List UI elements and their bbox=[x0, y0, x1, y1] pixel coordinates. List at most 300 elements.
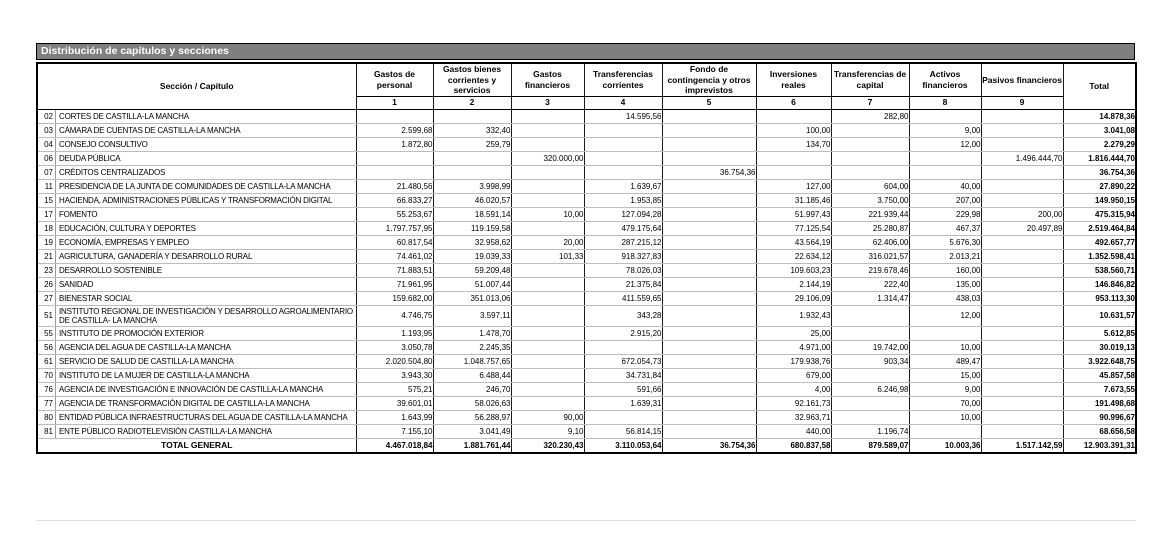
table-row bbox=[37, 410, 1136, 424]
section-cell bbox=[37, 368, 356, 382]
cell-value-col8: 12,00 bbox=[909, 137, 981, 151]
row-total: 2.279,29 bbox=[1063, 137, 1136, 151]
section-cell bbox=[37, 424, 356, 438]
cell-value-col1: 3.050,78 bbox=[356, 340, 433, 354]
col-number-7: 7 bbox=[831, 96, 909, 109]
col-header-1: Gastos de personal bbox=[356, 63, 433, 96]
budget-table bbox=[36, 62, 1137, 454]
total-general-label: TOTAL GENERAL bbox=[37, 438, 356, 453]
section-flex bbox=[38, 411, 356, 424]
cell-value-col6: 31.185,46 bbox=[756, 193, 831, 207]
cell-value-col9: 20.497,89 bbox=[981, 221, 1063, 235]
cell-value-col9 bbox=[981, 179, 1063, 193]
cell-value-col6: 77.125,54 bbox=[756, 221, 831, 235]
cell-value-col1: 159.682,00 bbox=[356, 291, 433, 305]
table-row bbox=[37, 340, 1136, 354]
cell-value-col3 bbox=[511, 354, 584, 368]
cell-value-col8: 135,00 bbox=[909, 277, 981, 291]
row-total: 30.019,13 bbox=[1063, 340, 1136, 354]
col-number-6: 6 bbox=[756, 96, 831, 109]
cell-value-col6: 109.603,23 bbox=[756, 263, 831, 277]
cell-value-col5 bbox=[662, 291, 756, 305]
total-value-col9: 1.517.142,59 bbox=[981, 438, 1063, 453]
cell-value-col6: 92.161,73 bbox=[756, 396, 831, 410]
cell-value-col5 bbox=[662, 123, 756, 137]
row-label: AGRICULTURA, GANADERÍA Y DESARROLLO RURAL bbox=[59, 251, 253, 261]
section-flex bbox=[38, 264, 356, 277]
row-label: ECONOMÍA, EMPRESAS Y EMPLEO bbox=[59, 237, 189, 247]
cell-value-col3 bbox=[511, 277, 584, 291]
row-total: 27.890,22 bbox=[1063, 179, 1136, 193]
row-total: 475.315,94 bbox=[1063, 207, 1136, 221]
cell-value-col7 bbox=[831, 396, 909, 410]
section-cell bbox=[37, 235, 356, 249]
cell-value-col2: 58.026,63 bbox=[433, 396, 511, 410]
cell-value-col8: 9,00 bbox=[909, 382, 981, 396]
cell-value-col9 bbox=[981, 305, 1063, 326]
section-cell bbox=[37, 165, 356, 179]
col-header-6: Inversiones reales bbox=[756, 63, 831, 96]
row-code: 23 bbox=[38, 264, 56, 277]
row-label: AGENCIA DE TRANSFORMACIÓN DIGITAL DE CASTILLA-LA MANCHA bbox=[59, 398, 310, 408]
row-code: 26 bbox=[38, 278, 56, 291]
cell-value-col6: 22.634,12 bbox=[756, 249, 831, 263]
cell-value-col1 bbox=[356, 151, 433, 165]
cell-value-col3 bbox=[511, 179, 584, 193]
cell-value-col1 bbox=[356, 109, 433, 123]
cell-value-col5 bbox=[662, 207, 756, 221]
cell-value-col2: 46.020,57 bbox=[433, 193, 511, 207]
section-cell bbox=[37, 410, 356, 424]
row-label: INSTITUTO DE PROMOCIÓN EXTERIOR bbox=[59, 328, 204, 338]
section-cell bbox=[37, 354, 356, 368]
cell-value-col1 bbox=[356, 165, 433, 179]
row-code: 76 bbox=[38, 383, 56, 396]
row-total: 36.754,36 bbox=[1063, 165, 1136, 179]
section-flex bbox=[38, 355, 356, 368]
table-row bbox=[37, 109, 1136, 123]
row-label: PRESIDENCIA DE LA JUNTA DE COMUNIDADES DE CASTILLA-LA MANCHA bbox=[59, 181, 331, 191]
section-flex bbox=[38, 306, 356, 326]
cell-value-col2: 3.597,11 bbox=[433, 305, 511, 326]
cell-value-col4: 34.731,84 bbox=[584, 368, 662, 382]
cell-value-col9 bbox=[981, 235, 1063, 249]
cell-value-col8: 467,37 bbox=[909, 221, 981, 235]
cell-value-col6: 179.938,76 bbox=[756, 354, 831, 368]
row-code: 27 bbox=[38, 292, 56, 305]
section-flex bbox=[38, 180, 356, 193]
cell-value-col3 bbox=[511, 305, 584, 326]
section-flex bbox=[38, 425, 356, 438]
table-row bbox=[37, 193, 1136, 207]
col-header-3: Gastos financieros bbox=[511, 63, 584, 96]
cell-value-col7 bbox=[831, 410, 909, 424]
row-label: CRÉDITOS CENTRALIZADOS bbox=[59, 167, 166, 177]
cell-value-col5 bbox=[662, 396, 756, 410]
cell-value-col3 bbox=[511, 326, 584, 340]
cell-value-col6: 2.144,19 bbox=[756, 277, 831, 291]
cell-value-col5 bbox=[662, 424, 756, 438]
cell-value-col8: 5.676,30 bbox=[909, 235, 981, 249]
cell-value-col4 bbox=[584, 123, 662, 137]
cell-value-col8: 10,00 bbox=[909, 410, 981, 424]
table-body bbox=[37, 109, 1136, 453]
cell-value-col4: 14.595,56 bbox=[584, 109, 662, 123]
cell-value-col1: 2.599,68 bbox=[356, 123, 433, 137]
cell-value-col2: 59.209,48 bbox=[433, 263, 511, 277]
row-label: FOMENTO bbox=[59, 209, 98, 219]
cell-value-col5 bbox=[662, 137, 756, 151]
cell-value-col9 bbox=[981, 123, 1063, 137]
cell-value-col4: 287.215,12 bbox=[584, 235, 662, 249]
cell-value-col2 bbox=[433, 109, 511, 123]
cell-value-col2: 32.958,62 bbox=[433, 235, 511, 249]
cell-value-col6: 51.997,43 bbox=[756, 207, 831, 221]
cell-value-col2: 18.591,14 bbox=[433, 207, 511, 221]
cell-value-col7: 1.196,74 bbox=[831, 424, 909, 438]
section-cell bbox=[37, 151, 356, 165]
row-label: SANIDAD bbox=[59, 279, 94, 289]
section-cell bbox=[37, 396, 356, 410]
cell-value-col6: 25,00 bbox=[756, 326, 831, 340]
cell-value-col7: 604,00 bbox=[831, 179, 909, 193]
total-value-col1: 4.467.018,84 bbox=[356, 438, 433, 453]
section-flex bbox=[38, 250, 356, 263]
row-total: 492.657,77 bbox=[1063, 235, 1136, 249]
row-label: SERVICIO DE SALUD DE CASTILLA-LA MANCHA bbox=[59, 356, 234, 366]
row-total: 45.857,58 bbox=[1063, 368, 1136, 382]
row-label: DESARROLLO SOSTENIBLE bbox=[59, 265, 162, 275]
cell-value-col8: 489,47 bbox=[909, 354, 981, 368]
cell-value-col1: 74.461,02 bbox=[356, 249, 433, 263]
table-row bbox=[37, 235, 1136, 249]
cell-value-col8 bbox=[909, 151, 981, 165]
section-cell bbox=[37, 291, 356, 305]
cell-value-col1: 1.193,95 bbox=[356, 326, 433, 340]
cell-value-col5 bbox=[662, 277, 756, 291]
cell-value-col3 bbox=[511, 340, 584, 354]
cell-value-col2: 351.013,06 bbox=[433, 291, 511, 305]
section-cell bbox=[37, 137, 356, 151]
cell-value-col8: 2.013,21 bbox=[909, 249, 981, 263]
row-total: 7.673,55 bbox=[1063, 382, 1136, 396]
cell-value-col6: 32.963,71 bbox=[756, 410, 831, 424]
cell-value-col3 bbox=[511, 123, 584, 137]
row-label: ENTE PÚBLICO RADIOTELEVISIÓN CASTILLA-LA MANCHA bbox=[59, 426, 272, 436]
row-total: 3.041,08 bbox=[1063, 123, 1136, 137]
cell-value-col7: 1.314,47 bbox=[831, 291, 909, 305]
row-code: 11 bbox=[38, 180, 56, 193]
col-number-4: 4 bbox=[584, 96, 662, 109]
cell-value-col2: 119.159,58 bbox=[433, 221, 511, 235]
section-cell bbox=[37, 207, 356, 221]
table-row bbox=[37, 291, 1136, 305]
section-cell bbox=[37, 340, 356, 354]
row-code: 81 bbox=[38, 425, 56, 438]
cell-value-col6: 440,00 bbox=[756, 424, 831, 438]
table-row bbox=[37, 207, 1136, 221]
cell-value-col7: 221.939,44 bbox=[831, 207, 909, 221]
section-flex bbox=[38, 341, 356, 354]
section-cell bbox=[37, 179, 356, 193]
cell-value-col9 bbox=[981, 326, 1063, 340]
row-code: 70 bbox=[38, 369, 56, 382]
header-row-names bbox=[37, 63, 1136, 96]
row-code: 15 bbox=[38, 194, 56, 207]
cell-value-col4 bbox=[584, 137, 662, 151]
cell-value-col5: 36.754,36 bbox=[662, 165, 756, 179]
table-row bbox=[37, 382, 1136, 396]
cell-value-col7 bbox=[831, 326, 909, 340]
cell-value-col3: 9,10 bbox=[511, 424, 584, 438]
total-value-col5: 36.754,36 bbox=[662, 438, 756, 453]
section-flex bbox=[38, 222, 356, 235]
row-label: HACIENDA, ADMINISTRACIONES PÚBLICAS Y TRANSFORMACIÓN DIGITAL bbox=[59, 195, 333, 205]
table-row bbox=[37, 263, 1136, 277]
cell-value-col3 bbox=[511, 382, 584, 396]
cell-value-col8: 229,98 bbox=[909, 207, 981, 221]
cell-value-col6: 43.564,19 bbox=[756, 235, 831, 249]
row-label: BIENESTAR SOCIAL bbox=[59, 293, 133, 303]
cell-value-col5 bbox=[662, 109, 756, 123]
cell-value-col3 bbox=[511, 396, 584, 410]
cell-value-col1: 2.020.504,80 bbox=[356, 354, 433, 368]
cell-value-col8: 12,00 bbox=[909, 305, 981, 326]
cell-value-col2: 259,79 bbox=[433, 137, 511, 151]
cell-value-col4: 1.639,31 bbox=[584, 396, 662, 410]
col-number-9: 9 bbox=[981, 96, 1063, 109]
section-flex bbox=[38, 236, 356, 249]
cell-value-col9 bbox=[981, 193, 1063, 207]
cell-value-col4: 479.175,64 bbox=[584, 221, 662, 235]
cell-value-col9 bbox=[981, 382, 1063, 396]
table-row bbox=[37, 396, 1136, 410]
cell-value-col6: 100,00 bbox=[756, 123, 831, 137]
cell-value-col9: 1.496.444,70 bbox=[981, 151, 1063, 165]
cell-value-col8: 160,00 bbox=[909, 263, 981, 277]
cell-value-col2: 6.488,44 bbox=[433, 368, 511, 382]
row-code: 51 bbox=[38, 306, 56, 326]
total-column-header: Total bbox=[1063, 63, 1136, 109]
table-row bbox=[37, 179, 1136, 193]
cell-value-col7: 316.021,57 bbox=[831, 249, 909, 263]
cell-value-col9 bbox=[981, 165, 1063, 179]
row-total: 146.846,82 bbox=[1063, 277, 1136, 291]
section-flex bbox=[38, 138, 356, 151]
cell-value-col8 bbox=[909, 165, 981, 179]
row-code: 18 bbox=[38, 222, 56, 235]
row-label: AGENCIA DEL AGUA DE CASTILLA-LA MANCHA bbox=[59, 342, 231, 352]
row-label: INSTITUTO DE LA MUJER DE CASTILLA-LA MANCHA bbox=[59, 370, 250, 380]
section-flex bbox=[38, 278, 356, 291]
page-footer-rule bbox=[36, 520, 1136, 521]
cell-value-col6: 4.971,00 bbox=[756, 340, 831, 354]
row-total: 1.816.444,70 bbox=[1063, 151, 1136, 165]
cell-value-col9 bbox=[981, 249, 1063, 263]
col-header-5: Fondo de contingencia y otros imprevistos bbox=[662, 63, 756, 96]
cell-value-col5 bbox=[662, 354, 756, 368]
section-cell bbox=[37, 305, 356, 326]
section-cell bbox=[37, 263, 356, 277]
cell-value-col6: 29.106,09 bbox=[756, 291, 831, 305]
cell-value-col9 bbox=[981, 137, 1063, 151]
cell-value-col1: 4.746,75 bbox=[356, 305, 433, 326]
section-flex bbox=[38, 152, 356, 165]
cell-value-col9 bbox=[981, 368, 1063, 382]
row-code: 55 bbox=[38, 327, 56, 340]
cell-value-col3: 10,00 bbox=[511, 207, 584, 221]
col-number-5: 5 bbox=[662, 96, 756, 109]
cell-value-col5 bbox=[662, 151, 756, 165]
cell-value-col1: 71.961,95 bbox=[356, 277, 433, 291]
cell-value-col1: 66.833,27 bbox=[356, 193, 433, 207]
row-code: 04 bbox=[38, 138, 56, 151]
row-label: EDUCACIÓN, CULTURA Y DEPORTES bbox=[59, 223, 196, 233]
total-value-col6: 680.837,58 bbox=[756, 438, 831, 453]
cell-value-col2: 246,70 bbox=[433, 382, 511, 396]
cell-value-col2 bbox=[433, 151, 511, 165]
row-total: 14.878,36 bbox=[1063, 109, 1136, 123]
section-flex bbox=[38, 110, 356, 123]
row-code: 06 bbox=[38, 152, 56, 165]
col-number-1: 1 bbox=[356, 96, 433, 109]
cell-value-col2: 51.007,44 bbox=[433, 277, 511, 291]
cell-value-col4: 56.814,15 bbox=[584, 424, 662, 438]
row-label: CONSEJO CONSULTIVO bbox=[59, 139, 148, 149]
cell-value-col5 bbox=[662, 249, 756, 263]
cell-value-col2: 2.245,35 bbox=[433, 340, 511, 354]
table-row bbox=[37, 326, 1136, 340]
cell-value-col8: 9,00 bbox=[909, 123, 981, 137]
cell-value-col7: 25.280,87 bbox=[831, 221, 909, 235]
cell-value-col4: 918.327,83 bbox=[584, 249, 662, 263]
cell-value-col5 bbox=[662, 235, 756, 249]
row-total: 953.113,30 bbox=[1063, 291, 1136, 305]
row-label: DEUDA PÚBLICA bbox=[59, 153, 121, 163]
cell-value-col3 bbox=[511, 193, 584, 207]
row-code: 07 bbox=[38, 166, 56, 179]
table-row bbox=[37, 368, 1136, 382]
section-flex bbox=[38, 327, 356, 340]
cell-value-col4: 343,28 bbox=[584, 305, 662, 326]
cell-value-col7: 219.678,46 bbox=[831, 263, 909, 277]
section-flex bbox=[38, 292, 356, 305]
cell-value-col3 bbox=[511, 368, 584, 382]
cell-value-col7: 903,34 bbox=[831, 354, 909, 368]
cell-value-col7: 19.742,00 bbox=[831, 340, 909, 354]
section-flex bbox=[38, 369, 356, 382]
total-value-col4: 3.110.053,64 bbox=[584, 438, 662, 453]
cell-value-col1: 575,21 bbox=[356, 382, 433, 396]
section-flex bbox=[38, 397, 356, 410]
cell-value-col1: 1.643,99 bbox=[356, 410, 433, 424]
table-row bbox=[37, 221, 1136, 235]
cell-value-col6 bbox=[756, 109, 831, 123]
row-total: 538.560,71 bbox=[1063, 263, 1136, 277]
cell-value-col9: 200,00 bbox=[981, 207, 1063, 221]
cell-value-col9 bbox=[981, 396, 1063, 410]
row-total: 5.612,85 bbox=[1063, 326, 1136, 340]
cell-value-col9 bbox=[981, 291, 1063, 305]
cell-value-col4: 1.953,85 bbox=[584, 193, 662, 207]
section-column-header: Sección / Capítulo bbox=[37, 63, 356, 109]
row-total: 1.352.598,41 bbox=[1063, 249, 1136, 263]
section-flex bbox=[38, 383, 356, 396]
cell-value-col3 bbox=[511, 221, 584, 235]
section-cell bbox=[37, 123, 356, 137]
cell-value-col5 bbox=[662, 193, 756, 207]
row-label: INSTITUTO REGIONAL DE INVESTIGACIÓN Y DESARROLLO AGROALIMENTARIO DE CASTILLA- LA MANCHA bbox=[59, 306, 353, 325]
section-cell bbox=[37, 277, 356, 291]
cell-value-col9 bbox=[981, 263, 1063, 277]
row-label: AGENCIA DE INVESTIGACIÓN E INNOVACIÓN DE CASTILLA-LA MANCHA bbox=[59, 384, 324, 394]
total-general-amount: 12.903.391,31 bbox=[1063, 438, 1136, 453]
cell-value-col1: 1.872,80 bbox=[356, 137, 433, 151]
col-number-2: 2 bbox=[433, 96, 511, 109]
table-row bbox=[37, 165, 1136, 179]
cell-value-col1: 7.155,10 bbox=[356, 424, 433, 438]
cell-value-col3: 20,00 bbox=[511, 235, 584, 249]
total-value-col3: 320.230,43 bbox=[511, 438, 584, 453]
cell-value-col4 bbox=[584, 151, 662, 165]
cell-value-col9 bbox=[981, 410, 1063, 424]
cell-value-col3 bbox=[511, 137, 584, 151]
section-cell bbox=[37, 221, 356, 235]
row-total: 10.631,57 bbox=[1063, 305, 1136, 326]
cell-value-col8 bbox=[909, 326, 981, 340]
cell-value-col2: 56.288,97 bbox=[433, 410, 511, 424]
cell-value-col8: 438,03 bbox=[909, 291, 981, 305]
table-row bbox=[37, 354, 1136, 368]
cell-value-col5 bbox=[662, 326, 756, 340]
cell-value-col2 bbox=[433, 165, 511, 179]
cell-value-col8: 70,00 bbox=[909, 396, 981, 410]
cell-value-col8: 10,00 bbox=[909, 340, 981, 354]
row-code: 02 bbox=[38, 110, 56, 123]
cell-value-col5 bbox=[662, 221, 756, 235]
cell-value-col5 bbox=[662, 305, 756, 326]
cell-value-col7 bbox=[831, 165, 909, 179]
cell-value-col4 bbox=[584, 340, 662, 354]
cell-value-col7: 62.406,00 bbox=[831, 235, 909, 249]
row-label: ENTIDAD PÚBLICA INFRAESTRUCTURAS DEL AGUA DE CASTILLA-LA MANCHA bbox=[59, 412, 348, 422]
cell-value-col3 bbox=[511, 263, 584, 277]
cell-value-col4: 21.375,84 bbox=[584, 277, 662, 291]
row-code: 17 bbox=[38, 208, 56, 221]
cell-value-col6: 4,00 bbox=[756, 382, 831, 396]
cell-value-col7 bbox=[831, 137, 909, 151]
cell-value-col9 bbox=[981, 109, 1063, 123]
col-header-4: Transferencias corrientes bbox=[584, 63, 662, 96]
cell-value-col3: 101,33 bbox=[511, 249, 584, 263]
cell-value-col8 bbox=[909, 109, 981, 123]
cell-value-col8 bbox=[909, 424, 981, 438]
cell-value-col6: 134,70 bbox=[756, 137, 831, 151]
cell-value-col4: 127.094,28 bbox=[584, 207, 662, 221]
section-cell bbox=[37, 382, 356, 396]
col-header-7: Transferencias de capital bbox=[831, 63, 909, 96]
cell-value-col4: 672.054,73 bbox=[584, 354, 662, 368]
cell-value-col1: 1.797.757,95 bbox=[356, 221, 433, 235]
row-total: 90.996,67 bbox=[1063, 410, 1136, 424]
total-general-row bbox=[37, 438, 1136, 453]
row-total: 2.519.464,84 bbox=[1063, 221, 1136, 235]
table-header bbox=[37, 63, 1136, 109]
cell-value-col1: 55.253,67 bbox=[356, 207, 433, 221]
table-row bbox=[37, 277, 1136, 291]
row-label: CORTES DE CASTILLA-LA MANCHA bbox=[59, 111, 189, 121]
section-flex bbox=[38, 166, 356, 179]
